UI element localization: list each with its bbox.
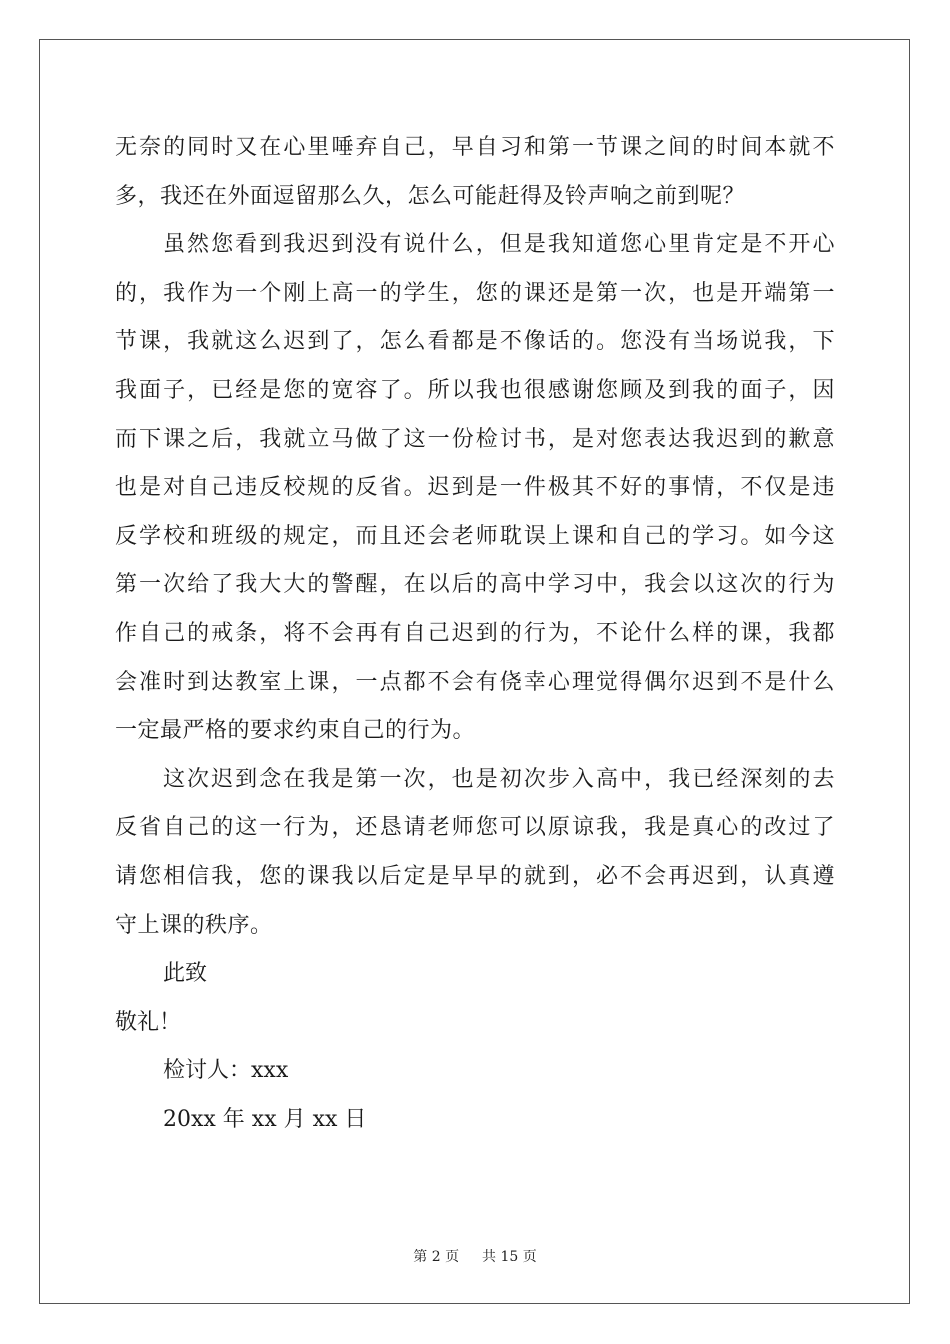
text-line: 虽然您看到我迟到没有说什么，但是我知道您心里肯定是不开心 bbox=[163, 232, 835, 258]
text-line: 一定最严格的要求约束自己的行为。 bbox=[115, 718, 476, 744]
text-line: 也是对自己违反校规的反省。迟到是一件极其不好的事情，不仅是违 bbox=[115, 475, 835, 501]
document-body bbox=[115, 124, 835, 1144]
text-line: 这次迟到念在我是第一次，也是初次步入高中，我已经深刻的去 bbox=[163, 766, 835, 792]
text-line: 作自己的戒条，将不会再有自己迟到的行为，不论什么样的课，我都 bbox=[115, 620, 835, 646]
salutation: 此致 bbox=[163, 961, 208, 987]
text-line: 而下课之后，我就立马做了这一份检讨书，是对您表达我迟到的歉意 bbox=[115, 426, 835, 452]
text-line: 节课，我就这么迟到了，怎么看都是不像话的。您没有当场说我，下 bbox=[115, 329, 835, 355]
text-line: 第一次给了我大大的警醒，在以后的高中学习中，我会以这次的行为 bbox=[115, 572, 835, 598]
text-line: 请您相信我，您的课我以后定是早早的就到，必不会再迟到，认真遵 bbox=[115, 863, 835, 889]
date: 20xx 年 xx 月 xx 日 bbox=[163, 1106, 367, 1132]
text-line: 无奈的同时又在心里唾弃自己，早自习和第一节课之间的时间本就不 bbox=[115, 135, 835, 160]
page-total: 共 15 页 bbox=[482, 1249, 537, 1265]
text-line: 的，我作为一个刚上高一的学生，您的课还是第一次，也是开端第一 bbox=[115, 280, 835, 306]
text-line: 反学校和班级的规定，而且还会老师耽误上课和自己的学习。如今这 bbox=[115, 523, 835, 549]
text-line: 多，我还在外面逗留那么久，怎么可能赶得及铃声响之前到呢？ bbox=[115, 183, 746, 209]
signer: 检讨人：xxx bbox=[163, 1058, 289, 1084]
text-line: 会准时到达教室上课，一点都不会有侥幸心理觉得偶尔迟到不是什么 bbox=[115, 669, 835, 695]
text-line: 反省自己的这一行为，还恳请老师您可以原谅我，我是真心的改过了 bbox=[115, 815, 835, 841]
text-line: 我面子，已经是您的宽容了。所以我也很感谢您顾及到我的面子，因 bbox=[115, 377, 835, 403]
text-line: 守上课的秩序。 bbox=[115, 912, 273, 938]
page-footer bbox=[0, 1246, 950, 1266]
regards: 敬礼！ bbox=[115, 1009, 182, 1035]
page-number: 第 2 页 bbox=[413, 1249, 460, 1265]
